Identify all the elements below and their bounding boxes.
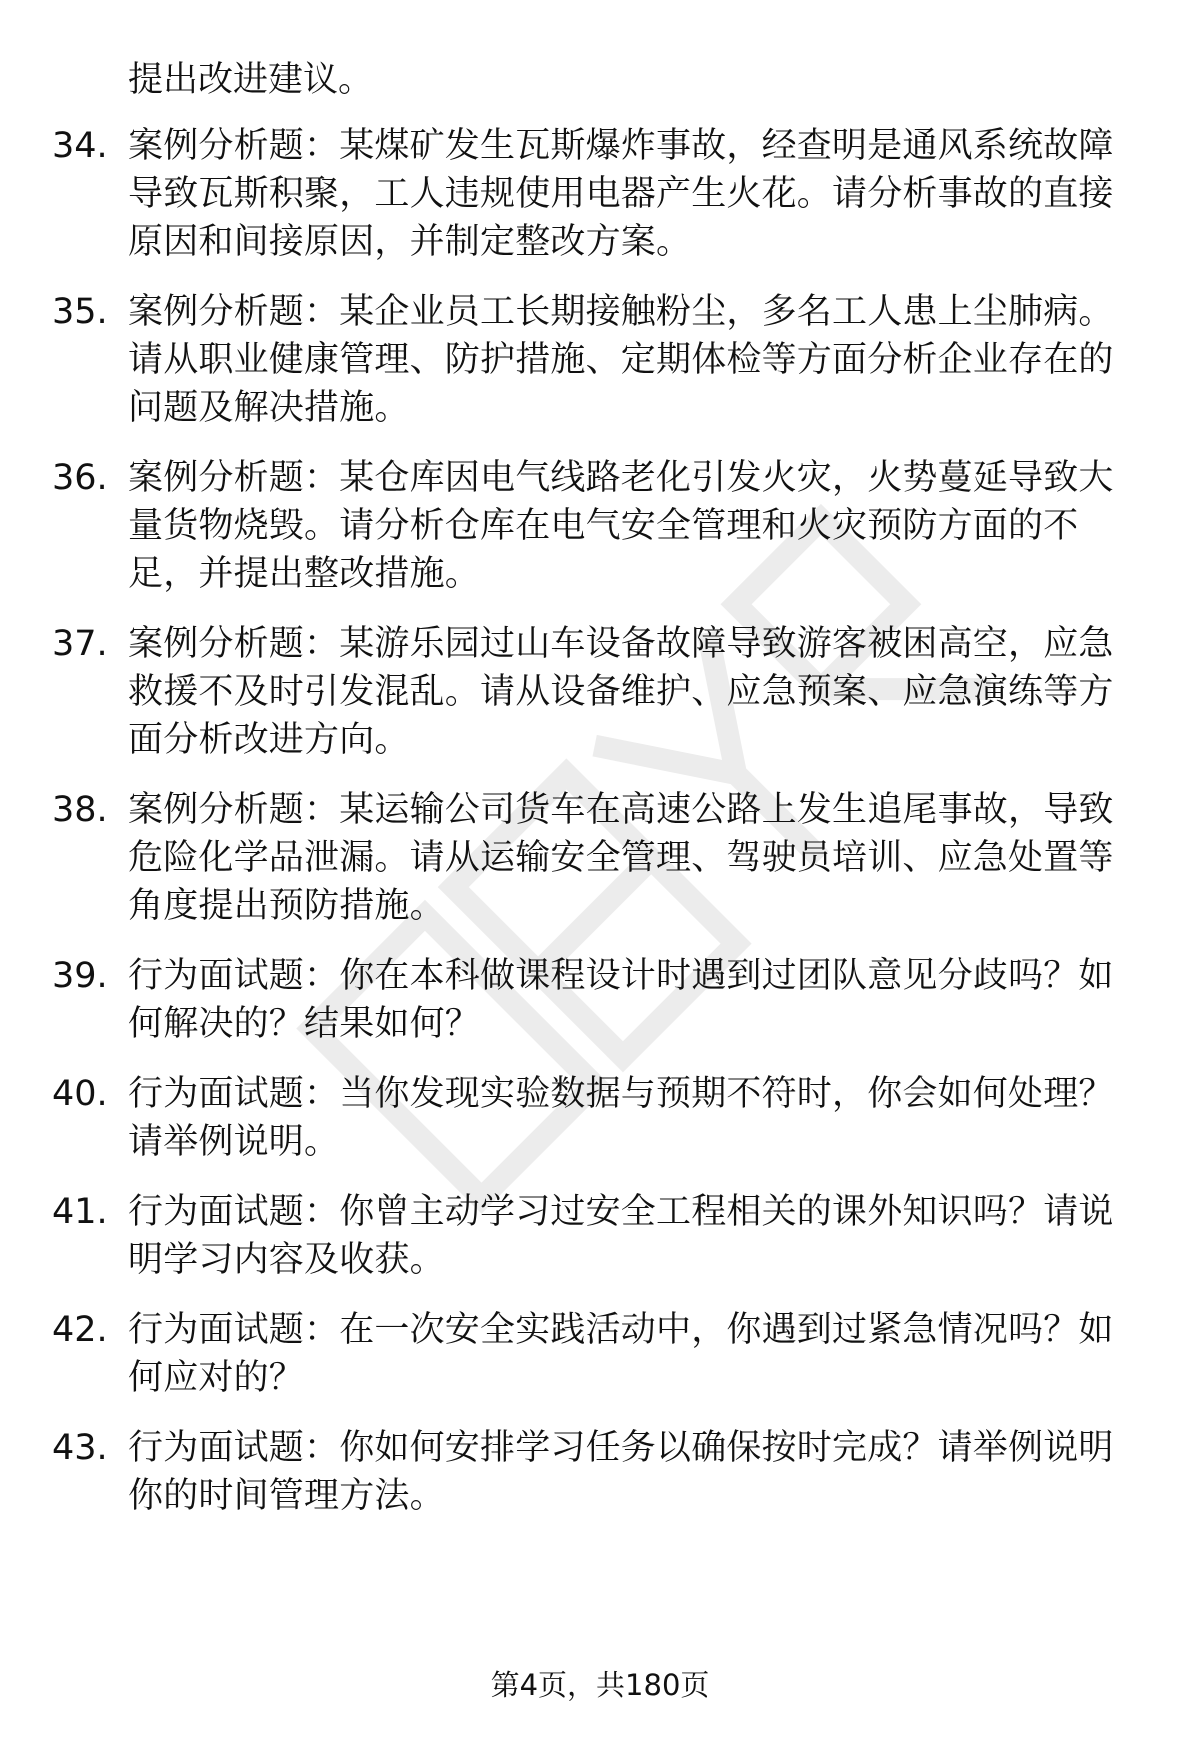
question-text: 案例分析题：某煤矿发生瓦斯爆炸事故，经查明是通风系统故障导致瓦斯积聚，工人违规使用电器产生火花。请分析事故的直接原因和间接原因，并制定整改方案。	[128, 126, 1114, 262]
question-number: 41.	[52, 1192, 108, 1232]
question-text: 行为面试题：当你发现实验数据与预期不符时，你会如何处理？请举例说明。	[128, 1074, 1114, 1162]
question-text: 行为面试题：你在本科做课程设计时遇到过团队意见分歧吗？如何解决的？结果如何？	[128, 956, 1114, 1044]
question-text: 行为面试题：你曾主动学习过安全工程相关的课外知识吗？请说明学习内容及收获。	[128, 1192, 1114, 1280]
question-text: 案例分析题：某仓库因电气线路老化引发火灾，火势蔓延导致大量货物烧毁。请分析仓库在电气安全管理和火灾预防方面的不足，并提出整改措施。	[128, 458, 1114, 594]
question-item	[0, 454, 1200, 594]
question-item	[0, 952, 1200, 1084]
question-item	[0, 1188, 1200, 1320]
question-item	[0, 1070, 1200, 1202]
question-item	[0, 1306, 1200, 1438]
question-text: 案例分析题：某运输公司货车在高速公路上发生追尾事故，导致危险化学品泄漏。请从运输安全管理、驾驶员培训、应急处置等角度提出预防措施。	[128, 790, 1114, 926]
question-number: 42.	[52, 1310, 108, 1350]
question-item	[0, 288, 1200, 428]
question-text: 行为面试题：在一次安全实践活动中，你遇到过紧急情况吗？如何应对的？	[128, 1310, 1114, 1398]
question-number: 35.	[52, 292, 108, 332]
question-number: 39.	[52, 956, 108, 996]
question-item	[0, 1424, 1200, 1556]
question-number: 36.	[52, 458, 108, 498]
question-number: 37.	[52, 624, 108, 664]
question-number: 43.	[52, 1428, 108, 1468]
question-number: 40.	[52, 1074, 108, 1114]
question-text: 行为面试题：你如何安排学习任务以确保按时完成？请举例说明你的时间管理方法。	[128, 1428, 1114, 1516]
question-text: 案例分析题：某游乐园过山车设备故障导致游客被困高空，应急救援不及时引发混乱。请从设备维护、应急预案、应急演练等方面分析改进方向。	[128, 624, 1114, 760]
question-number: 38.	[52, 790, 108, 830]
question-item	[0, 786, 1200, 926]
question-item	[0, 122, 1200, 262]
question-text: 案例分析题：某企业员工长期接触粉尘，多名工人患上尘肺病。请从职业健康管理、防护措施、定期体检等方面分析企业存在的问题及解决措施。	[128, 292, 1114, 428]
continuation-text: 提出改进建议。	[128, 60, 374, 100]
page-number: 第4页，共180页	[490, 1668, 710, 1702]
question-item	[0, 620, 1200, 760]
question-number: 34.	[52, 126, 108, 166]
